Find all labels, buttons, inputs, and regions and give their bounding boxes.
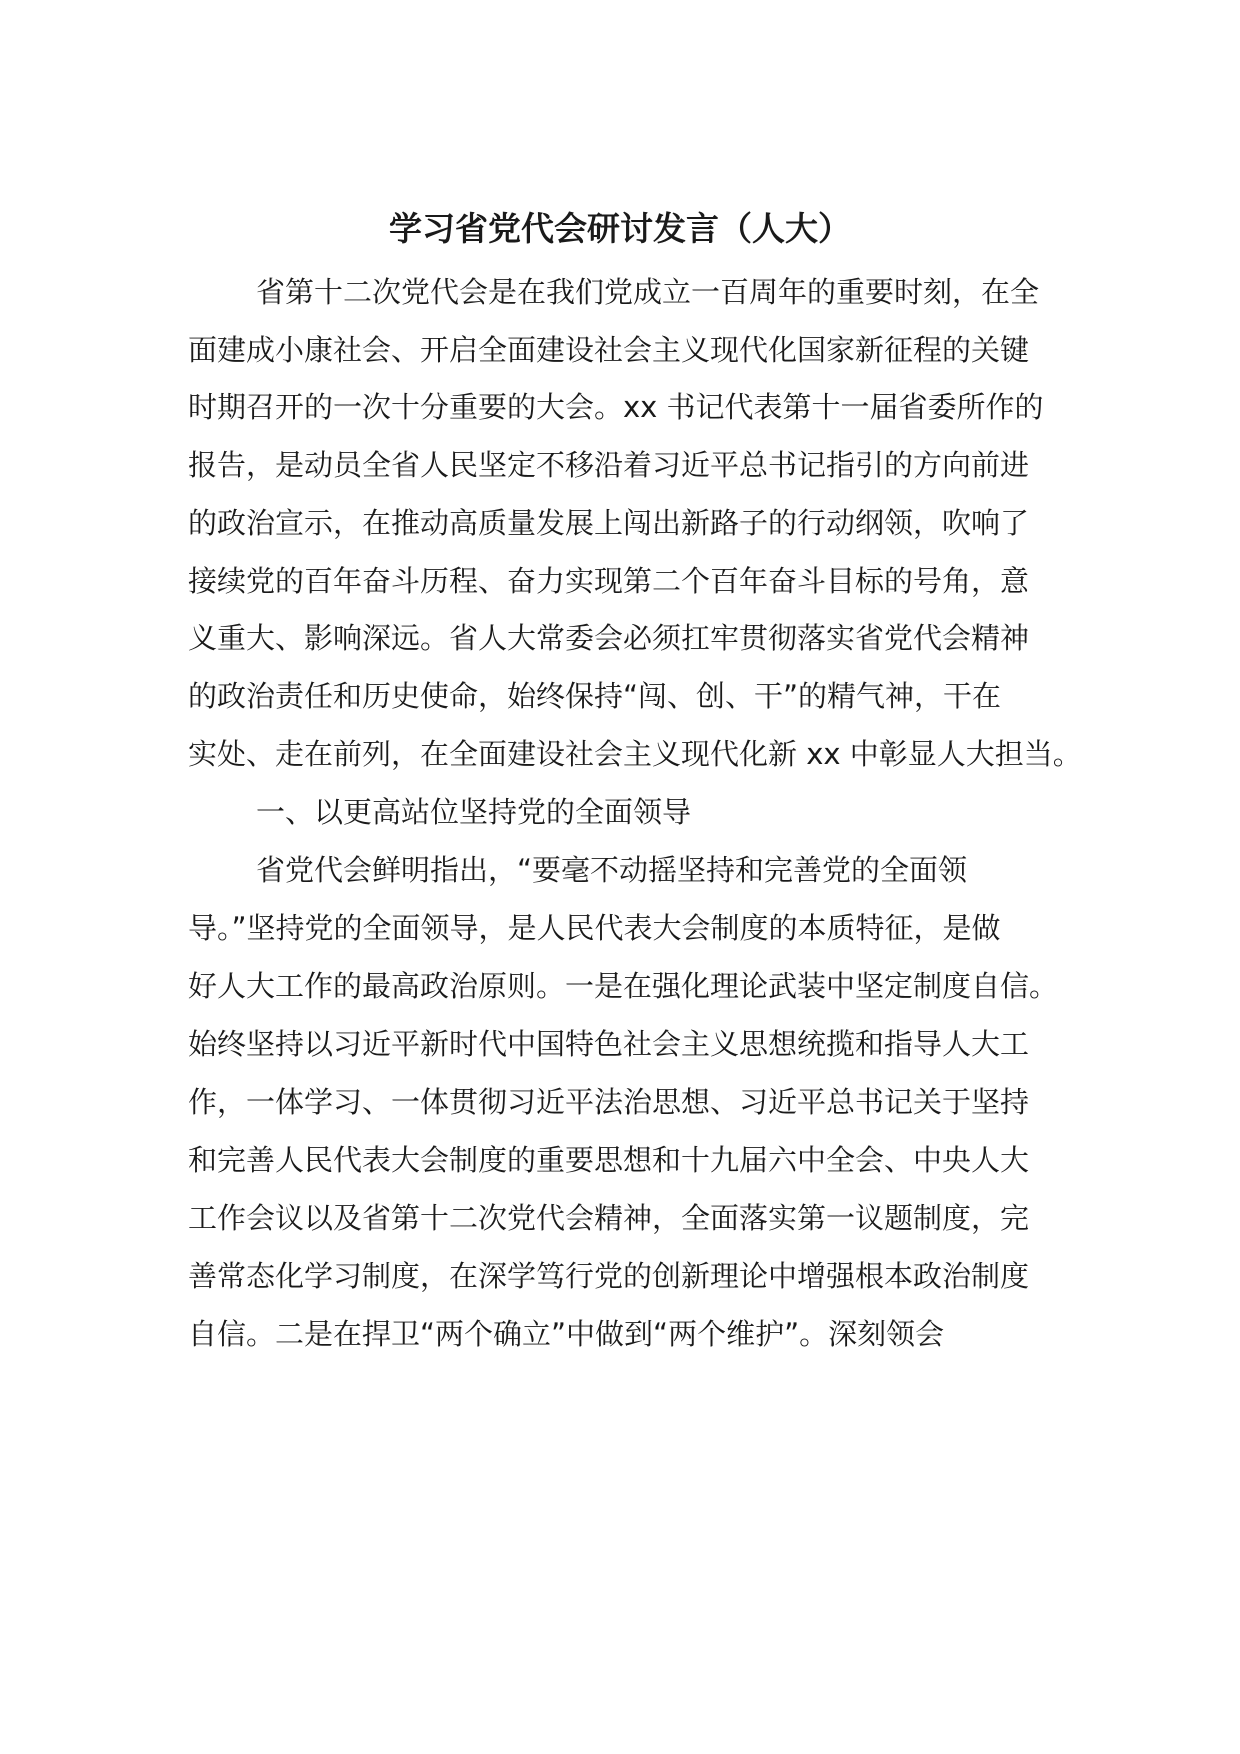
section-heading-1: 一、以更高站位坚持党的全面领导 bbox=[256, 795, 692, 829]
paragraph-1-line-3: 时期召开的一次十分重要的大会。xx 书记代表第十一届省委所作的 bbox=[188, 390, 1044, 424]
paragraph-2-line-7: 工作会议以及省第十二次党代会精神，全面落实第一议题制度，完 bbox=[188, 1201, 1030, 1235]
paragraph-2-line-1: 省党代会鲜明指出，“要毫不动摇坚持和完善党的全面领 bbox=[256, 853, 968, 887]
paragraph-2-line-3: 好人大工作的最高政治原则。一是在强化理论武装中坚定制度自信。 bbox=[188, 969, 1059, 1003]
document-title: 学习省党代会研讨发言（人大） bbox=[389, 209, 851, 248]
paragraph-2-line-5: 作，一体学习、一体贯彻习近平法治思想、习近平总书记关于坚持 bbox=[188, 1085, 1030, 1119]
paragraph-1-line-2: 面建成小康社会、开启全面建设社会主义现代化国家新征程的关键 bbox=[188, 333, 1030, 367]
paragraph-2-line-6: 和完善人民代表大会制度的重要思想和十九届六中全会、中央人大 bbox=[188, 1143, 1030, 1177]
paragraph-1-line-5: 的政治宣示，在推动高质量发展上闯出新路子的行动纲领，吹响了 bbox=[188, 506, 1030, 540]
paragraph-1-line-9: 实处、走在前列，在全面建设社会主义现代化新 xx 中彰显人大担当。 bbox=[188, 737, 1082, 771]
paragraph-1-line-6: 接续党的百年奋斗历程、奋力实现第二个百年奋斗目标的号角，意 bbox=[188, 564, 1030, 598]
paragraph-1-line-1: 省第十二次党代会是在我们党成立一百周年的重要时刻，在全 bbox=[256, 275, 1040, 309]
paragraph-1-line-8: 的政治责任和历史使命，始终保持“闯、创、干”的精气神，干在 bbox=[188, 679, 1002, 713]
paragraph-1-line-7: 义重大、影响深远。省人大常委会必须扛牢贯彻落实省党代会精神 bbox=[188, 621, 1030, 655]
paragraph-2-line-9: 自信。二是在捍卫“两个确立”中做到“两个维护”。深刻领会 bbox=[188, 1317, 945, 1351]
paragraph-2-line-8: 善常态化学习制度，在深学笃行党的创新理论中增强根本政治制度 bbox=[188, 1259, 1030, 1293]
paragraph-2-line-2: 导。”坚持党的全面领导，是人民代表大会制度的本质特征，是做 bbox=[188, 911, 1001, 945]
paragraph-1-line-4: 报告，是动员全省人民坚定不移沿着习近平总书记指引的方向前进 bbox=[188, 448, 1030, 482]
paragraph-2-line-4: 始终坚持以习近平新时代中国特色社会主义思想统揽和指导人大工 bbox=[188, 1027, 1030, 1061]
